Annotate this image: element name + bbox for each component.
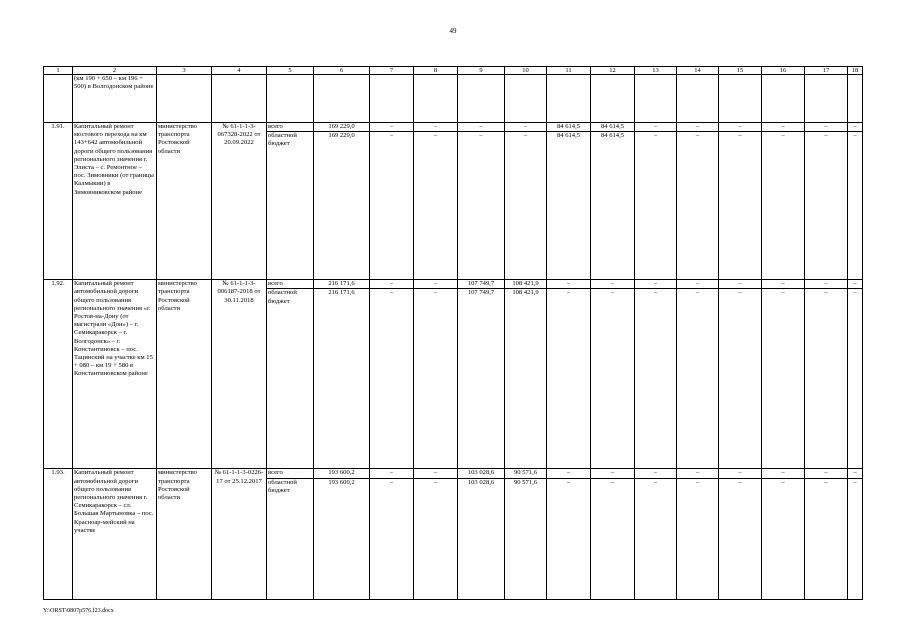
- amount-cell: –: [505, 123, 547, 132]
- amount-cell: 107 749,7: [458, 289, 505, 469]
- amount-cell: –: [848, 469, 863, 478]
- amount-cell: 103 028,6: [458, 469, 505, 478]
- amount-cell: –: [547, 289, 591, 469]
- column-header: 9: [458, 67, 505, 75]
- amount-cell: –: [805, 123, 848, 132]
- amount-cell: 107 749,7: [458, 280, 505, 289]
- amount-cell: 108 421,9: [505, 280, 547, 289]
- column-header: 18: [848, 67, 863, 75]
- amount-cell: –: [719, 132, 762, 280]
- amount-cell: –: [370, 469, 414, 478]
- amount-cell: 108 421,9: [505, 289, 547, 469]
- row-number: 1.93.: [44, 469, 73, 599]
- amount-cell: –: [848, 132, 863, 280]
- amount-cell: 193 600,2: [314, 469, 370, 478]
- amount-cell: –: [414, 280, 458, 289]
- column-header: 13: [635, 67, 677, 75]
- amount-cell: –: [591, 280, 635, 289]
- amount-cell: –: [805, 280, 848, 289]
- amount-cell: –: [591, 478, 635, 599]
- amount-cell: –: [719, 469, 762, 478]
- column-header: 4: [212, 67, 267, 75]
- amount-cell: –: [414, 123, 458, 132]
- continuation-row: [44, 75, 863, 123]
- program-table: [43, 66, 863, 600]
- amount-cell: –: [805, 469, 848, 478]
- object-name: Капитальный ремонт автомобильной дороги общего пользования регионального значения «г. Ростов-на-Дону (от магистрали «Дон») – г. Семикаракорск – г. Волгодонск» – г. Константиновск – пос. Тацинский на участке км 15 + 080 – км 19 + 580 в Константиновском районе: [73, 280, 157, 469]
- responsible-org: министерство транспорта Ростовской области: [157, 123, 212, 280]
- amount-cell: –: [677, 289, 719, 469]
- amount-cell: –: [370, 289, 414, 469]
- amount-cell: –: [635, 478, 677, 599]
- amount-cell: –: [848, 289, 863, 469]
- amount-cell: –: [458, 123, 505, 132]
- amount-cell: –: [414, 132, 458, 280]
- page-number: 49: [449, 27, 457, 35]
- column-header: 6: [314, 67, 370, 75]
- funding-source: областной бюджет: [267, 289, 314, 469]
- column-header: 1: [44, 67, 73, 75]
- expertise-document: № 61-1-1-3-0226-17 от 25.12.2017: [212, 469, 267, 599]
- amount-cell: –: [635, 289, 677, 469]
- funding-source: всего: [267, 123, 314, 132]
- column-header: 17: [805, 67, 848, 75]
- column-number-row: [44, 67, 863, 75]
- amount-cell: 84 614,5: [591, 132, 635, 280]
- amount-cell: –: [805, 289, 848, 469]
- amount-cell: –: [762, 469, 805, 478]
- amount-cell: 90 571,6: [505, 478, 547, 599]
- amount-cell: 103 028,6: [458, 478, 505, 599]
- amount-cell: –: [848, 280, 863, 289]
- amount-cell: 169 229,0: [314, 123, 370, 132]
- amount-cell: –: [370, 478, 414, 599]
- amount-cell: –: [505, 132, 547, 280]
- amount-cell: –: [591, 469, 635, 478]
- amount-cell: –: [805, 478, 848, 599]
- amount-cell: –: [719, 478, 762, 599]
- amount-cell: –: [414, 469, 458, 478]
- funding-source: всего: [267, 280, 314, 289]
- object-name: Капитальный ремонт автомобильной дороги общего пользования регионального значения г. Семикаракорск – сл. Большая Мартыновка – пос. Краснoар-мейский на участке: [73, 469, 157, 599]
- amount-cell: –: [762, 123, 805, 132]
- amount-cell: 169 229,0: [314, 132, 370, 280]
- column-header: 8: [414, 67, 458, 75]
- responsible-org: министерство транспорта Ростовской области: [157, 469, 212, 599]
- column-header: 2: [73, 67, 157, 75]
- column-header: 7: [370, 67, 414, 75]
- amount-cell: 90 571,6: [505, 469, 547, 478]
- amount-cell: –: [547, 469, 591, 478]
- row-number: 1.91.: [44, 123, 73, 280]
- amount-cell: –: [414, 478, 458, 599]
- table-row: [44, 123, 863, 132]
- amount-cell: –: [370, 280, 414, 289]
- amount-cell: 216 171,6: [314, 280, 370, 289]
- column-header: 16: [762, 67, 805, 75]
- amount-cell: –: [370, 132, 414, 280]
- amount-cell: 84 614,5: [547, 123, 591, 132]
- table-row: [44, 469, 863, 478]
- amount-cell: –: [677, 123, 719, 132]
- amount-cell: –: [719, 280, 762, 289]
- amount-cell: –: [677, 478, 719, 599]
- column-header: 14: [677, 67, 719, 75]
- column-header: 5: [267, 67, 314, 75]
- amount-cell: 84 614,5: [591, 123, 635, 132]
- amount-cell: –: [591, 289, 635, 469]
- expertise-document: № 61-1-1-3-006187-2018 от 30.11.2018: [212, 280, 267, 469]
- object-name: Капитальный ремонт мостового перехода на км 143+642 автомобильной дороги общего пользования регионального значения г. Элиста – с. Ремонтное – пос. Зимовники (от границы Калмыкии) в Зимовниковском районе: [73, 123, 157, 280]
- amount-cell: –: [635, 132, 677, 280]
- table-row: [44, 280, 863, 289]
- continuation-text: (км 190 + 650 – км 196 + 500) в Волгодонском районе: [73, 75, 157, 123]
- amount-cell: 193 600,2: [314, 478, 370, 599]
- amount-cell: –: [370, 123, 414, 132]
- amount-cell: –: [547, 280, 591, 289]
- column-header: 10: [505, 67, 547, 75]
- amount-cell: –: [762, 478, 805, 599]
- funding-source: областной бюджет: [267, 478, 314, 599]
- amount-cell: –: [762, 132, 805, 280]
- column-header: 11: [547, 67, 591, 75]
- amount-cell: –: [547, 478, 591, 599]
- responsible-org: министерство транспорта Ростовской области: [157, 280, 212, 469]
- column-header: 3: [157, 67, 212, 75]
- expertise-document: № 61-1-1-3-067328-2022 от 20.09.2022: [212, 123, 267, 280]
- column-header: 12: [591, 67, 635, 75]
- amount-cell: –: [762, 289, 805, 469]
- row-number: 1.92.: [44, 280, 73, 469]
- column-header: 15: [719, 67, 762, 75]
- amount-cell: –: [762, 280, 805, 289]
- amount-cell: –: [719, 123, 762, 132]
- amount-cell: –: [677, 280, 719, 289]
- funding-source: всего: [267, 469, 314, 478]
- amount-cell: –: [848, 478, 863, 599]
- amount-cell: –: [635, 123, 677, 132]
- amount-cell: –: [677, 132, 719, 280]
- amount-cell: –: [635, 280, 677, 289]
- amount-cell: –: [414, 289, 458, 469]
- amount-cell: 84 614,5: [547, 132, 591, 280]
- file-path-footer: Y:\ORST\0807p576.f23.docx: [43, 608, 114, 614]
- amount-cell: –: [677, 469, 719, 478]
- amount-cell: –: [458, 132, 505, 280]
- amount-cell: –: [635, 469, 677, 478]
- amount-cell: 216 171,6: [314, 289, 370, 469]
- amount-cell: –: [848, 123, 863, 132]
- amount-cell: –: [719, 289, 762, 469]
- funding-source: областной бюджет: [267, 132, 314, 280]
- amount-cell: –: [805, 132, 848, 280]
